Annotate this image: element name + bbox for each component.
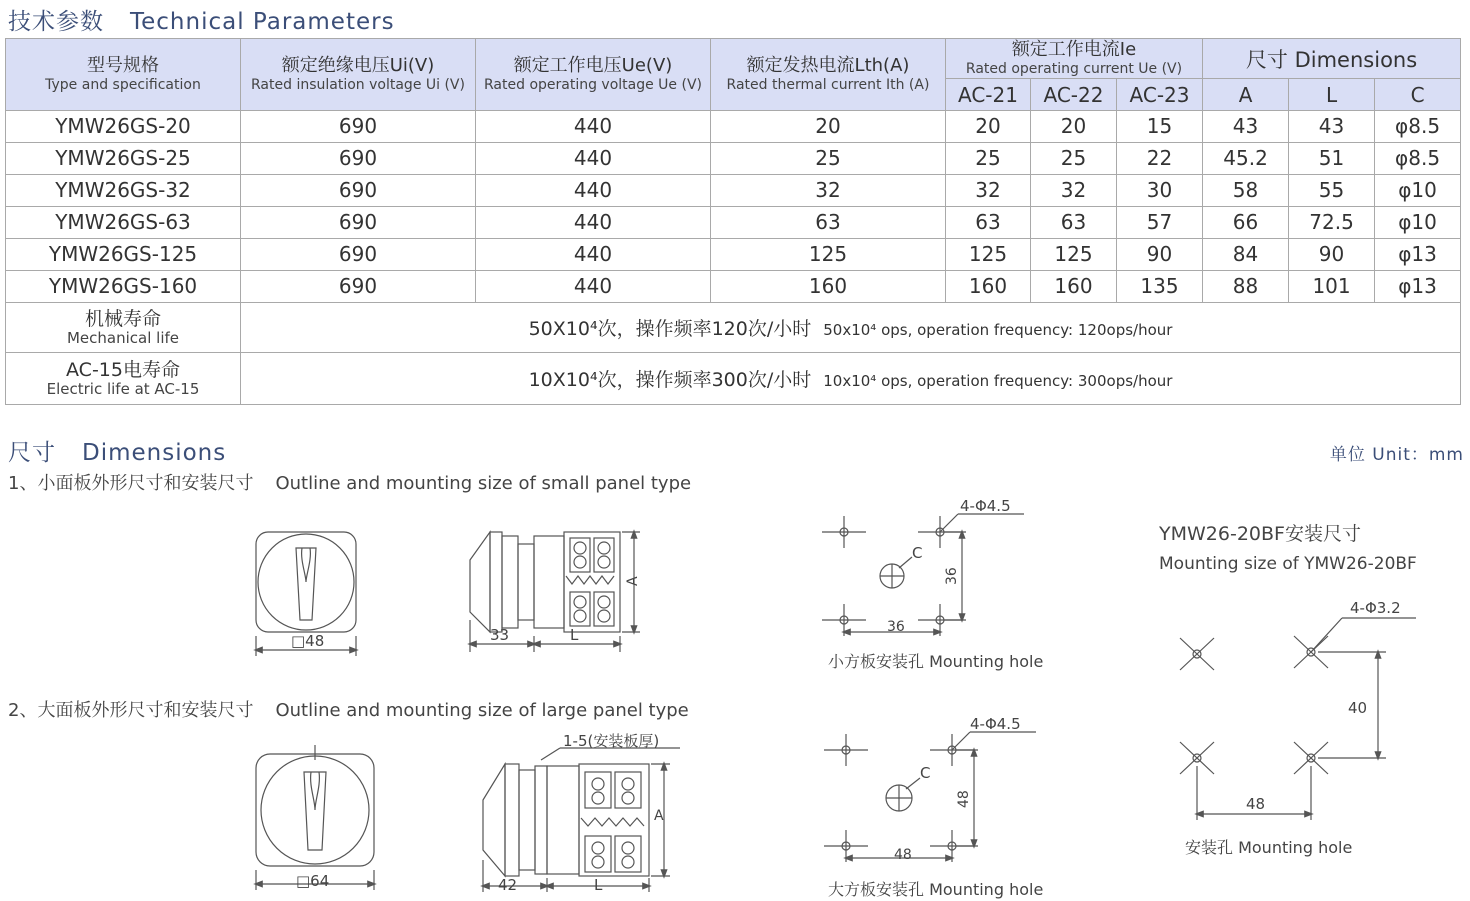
table-cell: 125 <box>946 239 1031 271</box>
model-cell: YMW26GS-25 <box>6 143 241 175</box>
table-cell: φ13 <box>1375 239 1461 271</box>
table-cell: 690 <box>241 143 476 175</box>
small-hole-caption: 小方板安装孔 Mounting hole <box>828 652 1044 671</box>
table-cell: 25 <box>1031 143 1117 175</box>
table-cell: 690 <box>241 111 476 143</box>
table-cell: 101 <box>1289 271 1375 303</box>
table-cell: 90 <box>1117 239 1203 271</box>
large-panel-front-view <box>256 745 374 890</box>
mechanical-life-label: 机械寿命 Mechanical life <box>6 303 241 353</box>
small-side-dim-33: 33 <box>490 626 510 644</box>
large-mounting-hole-diagram <box>824 732 1036 862</box>
bf-dim-horizontal: 48 <box>1246 795 1266 813</box>
table-cell: 160 <box>946 271 1031 303</box>
table-cell: 66 <box>1203 207 1289 239</box>
large-panel-caption-cn: 2、大面板外形尺寸和安装尺寸 <box>8 700 254 721</box>
electric-life-value: 10X10⁴次，操作频率300次/小时 10x10⁴ ops, operation frequency: 300ops/hour <box>241 353 1461 405</box>
small-side-dim-a: A <box>625 576 641 586</box>
table-cell: 63 <box>1031 207 1117 239</box>
small-mounting-hole-diagram <box>822 514 1024 636</box>
table-cell: 125 <box>711 239 946 271</box>
table-cell: φ10 <box>1375 207 1461 239</box>
subheader-l: L <box>1289 79 1375 111</box>
table-cell: 20 <box>946 111 1031 143</box>
large-front-dim-label: □64 <box>296 872 330 890</box>
table-cell: 57 <box>1117 207 1203 239</box>
table-cell: φ13 <box>1375 271 1461 303</box>
subheader-ac21: AC-21 <box>946 79 1031 111</box>
bf-hole-spec: 4-Φ3.2 <box>1350 599 1401 617</box>
table-cell: 22 <box>1117 143 1203 175</box>
table-cell: 84 <box>1203 239 1289 271</box>
table-cell: 45.2 <box>1203 143 1289 175</box>
table-cell: 160 <box>711 271 946 303</box>
table-cell: 32 <box>946 175 1031 207</box>
table-cell: 58 <box>1203 175 1289 207</box>
large-panel-side-view <box>483 748 680 892</box>
table-cell: 160 <box>1031 271 1117 303</box>
dimensions-title-cn: 尺寸 <box>8 440 56 466</box>
large-hole-height: 48 <box>956 790 972 808</box>
table-cell: φ8.5 <box>1375 111 1461 143</box>
table-cell: 15 <box>1117 111 1203 143</box>
subheader-a: A <box>1203 79 1289 111</box>
table-cell: 25 <box>946 143 1031 175</box>
large-hole-spec: 4-Φ4.5 <box>970 715 1021 733</box>
table-cell: 63 <box>946 207 1031 239</box>
section-title-cn: 技术参数 <box>8 9 104 35</box>
header-lth: 额定发热电流Lth(A) Rated thermal current Ith (A) <box>711 39 946 111</box>
electric-life-label: AC-15电寿命 Electric life at AC-15 <box>6 353 241 405</box>
table-cell: 440 <box>476 207 711 239</box>
header-type: 型号规格 Type and specification <box>6 39 241 111</box>
large-hole-width: 48 <box>894 847 912 863</box>
large-side-dim-42: 42 <box>498 876 518 894</box>
small-side-dim-l: L <box>570 626 579 644</box>
small-hole-width: 36 <box>887 619 905 635</box>
small-hole-c: C <box>912 544 923 562</box>
small-hole-height: 36 <box>944 567 960 585</box>
small-panel-caption-cn: 1、小面板外形尺寸和安装尺寸 <box>8 473 254 494</box>
table-cell: 135 <box>1117 271 1203 303</box>
subheader-ac23: AC-23 <box>1117 79 1203 111</box>
large-panel-caption-en: Outline and mounting size of large panel type <box>275 700 689 721</box>
table-cell: 440 <box>476 143 711 175</box>
subheader-c: C <box>1375 79 1461 111</box>
model-cell: YMW26GS-160 <box>6 271 241 303</box>
table-cell: 32 <box>711 175 946 207</box>
table-cell: 43 <box>1289 111 1375 143</box>
table-cell: 43 <box>1203 111 1289 143</box>
subheader-ac22: AC-22 <box>1031 79 1117 111</box>
mechanical-life-value: 50X10⁴次，操作频率120次/小时 50x10⁴ ops, operation frequency: 120ops/hour <box>241 303 1461 353</box>
small-panel-caption-en: Outline and mounting size of small panel type <box>275 473 692 494</box>
header-rated-current: 额定工作电流Ie Rated operating current Ue (V) <box>946 39 1203 79</box>
small-front-dim-label: □48 <box>291 632 325 650</box>
large-hole-caption: 大方板安装孔 Mounting hole <box>828 880 1044 899</box>
model-cell: YMW26GS-63 <box>6 207 241 239</box>
bf-caption: 安装孔 Mounting hole <box>1185 838 1353 857</box>
section-title-en: Technical Parameters <box>130 9 395 35</box>
table-cell: 690 <box>241 271 476 303</box>
table-cell: φ8.5 <box>1375 143 1461 175</box>
table-cell: 88 <box>1203 271 1289 303</box>
table-cell: 440 <box>476 111 711 143</box>
table-cell: 30 <box>1117 175 1203 207</box>
table-cell: φ10 <box>1375 175 1461 207</box>
table-cell: 51 <box>1289 143 1375 175</box>
bf-dim-vertical: 40 <box>1348 699 1368 717</box>
small-hole-spec: 4-Φ4.5 <box>960 497 1011 515</box>
large-side-dim-a: A <box>654 808 664 824</box>
table-cell: 690 <box>241 207 476 239</box>
table-cell: 690 <box>241 175 476 207</box>
table-cell: 55 <box>1289 175 1375 207</box>
model-cell: YMW26GS-32 <box>6 175 241 207</box>
header-dimensions: 尺寸 Dimensions <box>1203 39 1461 79</box>
bf-mounting-diagram <box>1180 618 1416 820</box>
dimensions-title-en: Dimensions <box>82 440 227 466</box>
table-cell: 440 <box>476 271 711 303</box>
unit-label: 单位 Unit：mm <box>1329 445 1464 465</box>
table-cell: 32 <box>1031 175 1117 207</box>
table-cell: 90 <box>1289 239 1375 271</box>
header-ui: 额定绝缘电压Ui(V) Rated insulation voltage Ui (V) <box>241 39 476 111</box>
bf-title-cn: YMW26-20BF安装尺寸 <box>1159 523 1361 545</box>
bf-title-en: Mounting size of YMW26-20BF <box>1159 554 1417 574</box>
header-ue: 额定工作电压Ue(V) Rated operating voltage Ue (V) <box>476 39 711 111</box>
model-cell: YMW26GS-20 <box>6 111 241 143</box>
table-cell: 20 <box>711 111 946 143</box>
model-cell: YMW26GS-125 <box>6 239 241 271</box>
large-hole-c: C <box>920 764 931 782</box>
table-cell: 440 <box>476 175 711 207</box>
table-cell: 440 <box>476 239 711 271</box>
table-cell: 25 <box>711 143 946 175</box>
large-side-dim-l: L <box>594 876 603 894</box>
table-cell: 690 <box>241 239 476 271</box>
table-cell: 125 <box>1031 239 1117 271</box>
table-cell: 20 <box>1031 111 1117 143</box>
table-cell: 63 <box>711 207 946 239</box>
large-plate-note: 1-5(安装板厚) <box>563 732 660 750</box>
table-cell: 72.5 <box>1289 207 1375 239</box>
